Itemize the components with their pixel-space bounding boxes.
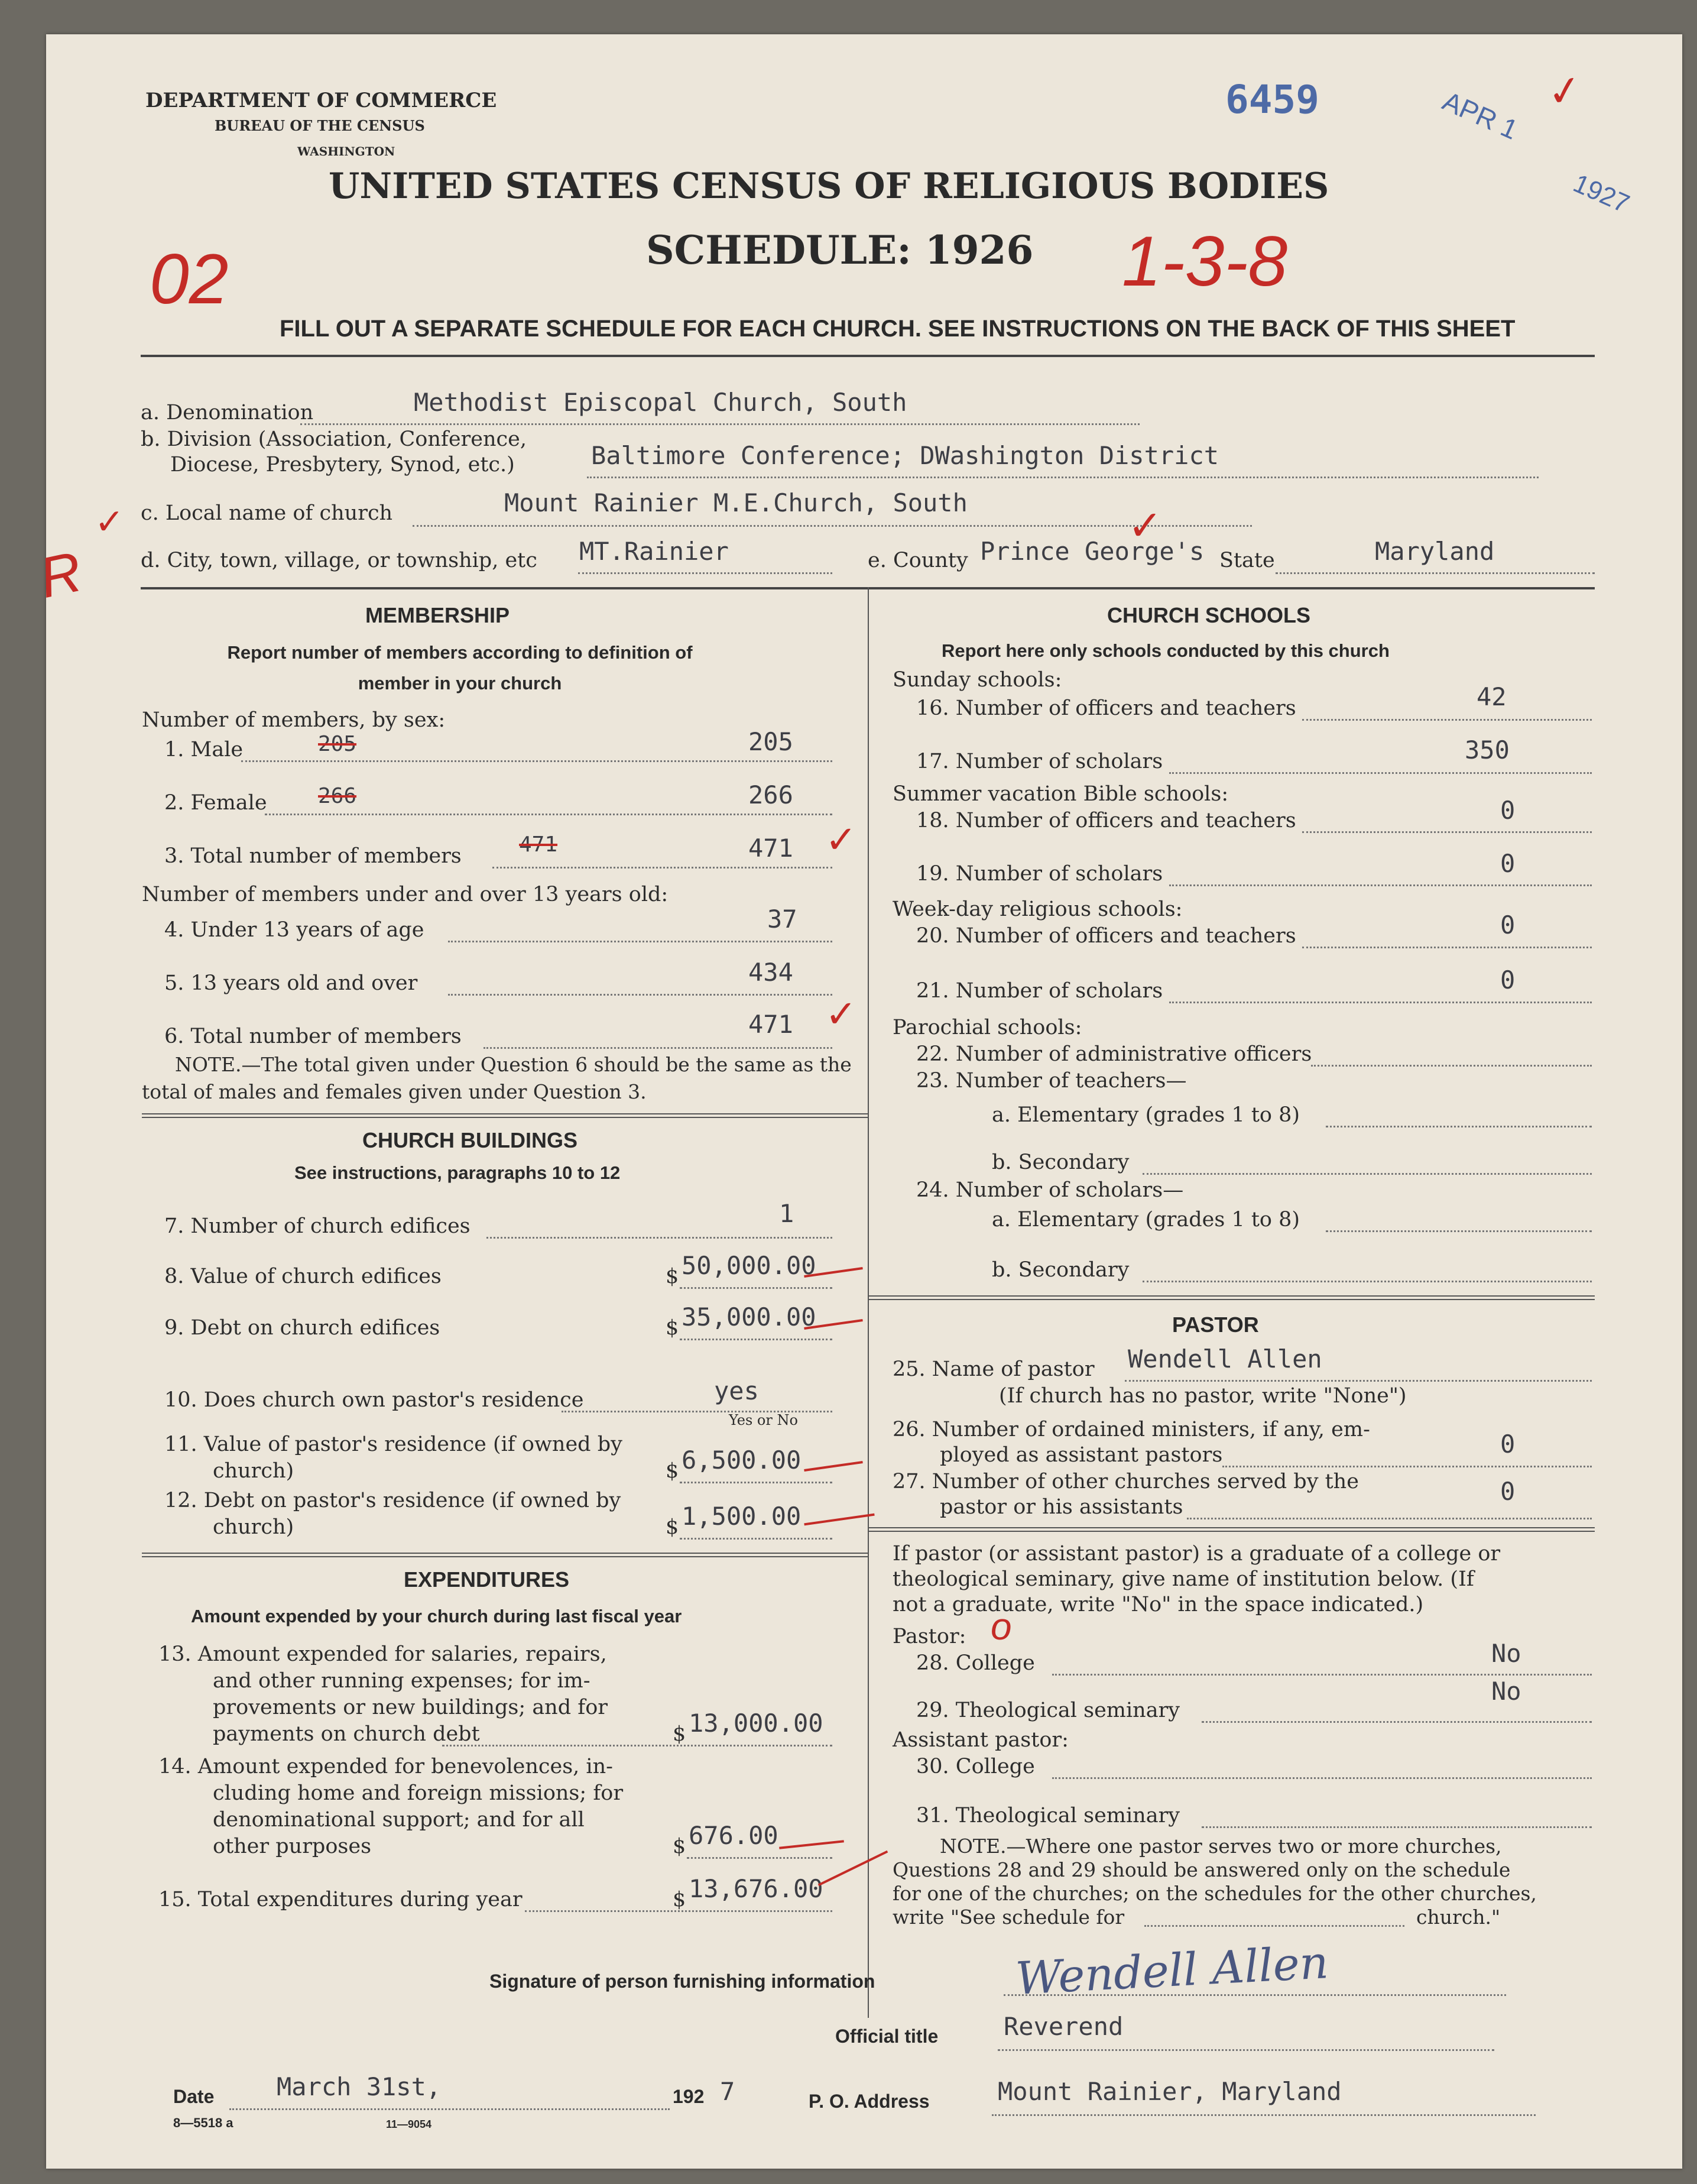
department-name: DEPARTMENT OF COMMERCE xyxy=(145,89,497,112)
church-name-check: ✓ xyxy=(1128,503,1163,549)
q8-dollar-sign: $ xyxy=(666,1265,679,1288)
q3-total-field[interactable]: 471 xyxy=(748,834,793,863)
q4-under13-field[interactable]: 37 xyxy=(767,905,797,934)
q7-edifices-field[interactable]: 1 xyxy=(779,1199,794,1228)
form-title: UNITED STATES CENSUS OF RELIGIOUS BODIES xyxy=(329,166,1329,207)
expenditures-heading: EXPENDITURES xyxy=(404,1567,570,1592)
church-buildings-heading: CHURCH BUILDINGS xyxy=(362,1128,577,1152)
document-number: 6459 xyxy=(1225,77,1319,122)
membership-heading: MEMBERSHIP xyxy=(365,603,510,627)
city-field[interactable]: MT.Rainier xyxy=(579,537,729,566)
q1-crossed-value: 205 xyxy=(318,732,357,756)
print-number: 11—9054 xyxy=(386,2118,432,2130)
q3-label: 3. Total number of members xyxy=(164,844,462,868)
official-title-label: Official title xyxy=(835,2026,939,2047)
q14-label-line4: other purposes xyxy=(213,1835,372,1858)
q27-label-line1: 27. Number of other churches served by the xyxy=(893,1470,1359,1493)
county-field[interactable]: Prince George's xyxy=(980,537,1205,566)
q17-label: 17. Number of scholars xyxy=(916,750,1163,773)
state-label: State xyxy=(1219,549,1275,572)
year-prefix: 192 xyxy=(673,2086,705,2107)
q26-label-line1: 26. Number of ordained ministers, if any, em- xyxy=(893,1418,1370,1441)
weekday-schools-label: Week-day religious schools: xyxy=(893,897,1183,921)
q8-value-field[interactable]: 50,000.00 xyxy=(682,1251,816,1280)
date-field[interactable]: March 31st, xyxy=(277,2072,442,2101)
q19-label: 19. Number of scholars xyxy=(916,862,1163,886)
q1-label: 1. Male xyxy=(164,738,244,762)
expenditures-instructions: Amount expended by your church during last fiscal year xyxy=(191,1606,682,1626)
q20-label: 20. Number of officers and teachers xyxy=(916,924,1296,948)
division-label-line1: b. Division (Association, Conference, xyxy=(141,427,527,451)
q24-label: 24. Number of scholars— xyxy=(916,1178,1184,1202)
q25-label: 25. Name of pastor xyxy=(893,1357,1095,1381)
bureau-name: BUREAU OF THE CENSUS xyxy=(215,117,425,134)
column-divider xyxy=(868,587,869,2018)
q7-label: 7. Number of church edifices xyxy=(164,1214,471,1238)
parochial-schools-label: Parochial schools: xyxy=(893,1016,1082,1039)
handwritten-code: 02 xyxy=(150,239,229,319)
q24a-label: a. Elementary (grades 1 to 8) xyxy=(992,1208,1300,1232)
q9-debt-field[interactable]: 35,000.00 xyxy=(682,1302,816,1331)
po-address-field[interactable]: Mount Rainier, Maryland xyxy=(998,2077,1342,2106)
graduate-instructions-line3: not a graduate, write "No" in the space indicated.) xyxy=(893,1593,1424,1616)
pastor-heading: PASTOR xyxy=(1172,1313,1259,1337)
q23-label: 23. Number of teachers— xyxy=(916,1069,1187,1093)
q17-sunday-scholars-field[interactable]: 350 xyxy=(1465,735,1510,764)
membership-note: NOTE.—The total given under Question 6 should be the same as the total of males and females given under Question 3. xyxy=(142,1053,852,1103)
q25-pastor-name-field[interactable]: Wendell Allen xyxy=(1128,1344,1322,1373)
margin-check: ✓ xyxy=(95,502,125,542)
q15-dollar-sign: $ xyxy=(673,1888,686,1911)
q11-label-line1: 11. Value of pastor's residence (if owned by xyxy=(164,1433,622,1456)
denomination-label: a. Denomination xyxy=(141,401,314,425)
church-buildings-instructions: See instructions, paragraphs 10 to 12 xyxy=(294,1162,621,1183)
q26-assistant-pastors-field[interactable]: 0 xyxy=(1500,1430,1516,1459)
q2-female-field[interactable]: 266 xyxy=(748,780,793,809)
handwritten-reference: 1-3-8 xyxy=(1122,222,1288,301)
q3-crossed-value: 471 xyxy=(519,832,558,857)
check-mark-top: ✓ xyxy=(1544,66,1585,116)
q24b-label: b. Secondary xyxy=(992,1258,1130,1282)
bureau-city: WASHINGTON xyxy=(297,144,395,158)
q30-label: 30. College xyxy=(916,1755,1035,1778)
q21-weekday-scholars-field[interactable]: 0 xyxy=(1500,965,1516,994)
q10-residence-field[interactable]: yes xyxy=(714,1376,759,1405)
received-year-stamp: 1927 xyxy=(1569,169,1634,219)
q18-label: 18. Number of officers and teachers xyxy=(916,809,1296,832)
q15-total-field[interactable]: 13,676.00 xyxy=(689,1874,823,1903)
q16-sunday-teachers-field[interactable]: 42 xyxy=(1477,682,1507,711)
year-field[interactable]: 7 xyxy=(720,2077,735,2106)
graduate-instructions-line2: theological seminary, give name of institution below. (If xyxy=(893,1567,1474,1591)
po-address-label: P. O. Address xyxy=(809,2091,930,2112)
pastor-note-line4-end: church." xyxy=(1416,1906,1501,1929)
q2-label: 2. Female xyxy=(164,791,267,815)
q28-label: 28. College xyxy=(916,1651,1035,1675)
q14-label-line2: cluding home and foreign missions; for xyxy=(213,1781,624,1805)
q2-crossed-value: 266 xyxy=(318,784,357,808)
q10-label: 10. Does church own pastor's residence xyxy=(164,1388,584,1412)
division-label-line2: Diocese, Presbytery, Synod, etc.) xyxy=(170,453,515,477)
q9-label: 9. Debt on church edifices xyxy=(164,1316,440,1340)
membership-instructions: Report number of members according to definition of member in your church xyxy=(227,642,693,694)
age-groups-label: Number of members under and over 13 years old: xyxy=(142,883,669,906)
q5-over13-field[interactable]: 434 xyxy=(748,958,793,987)
q13-label-line1: 13. Amount expended for salaries, repairs, xyxy=(158,1642,607,1666)
church-schools-heading: CHURCH SCHOOLS xyxy=(1107,603,1311,627)
church-schools-instructions: Report here only schools conducted by this church xyxy=(942,640,1390,661)
q14-dollar-sign: $ xyxy=(673,1835,686,1858)
county-label: e. County xyxy=(868,549,968,572)
q20-weekday-teachers-field[interactable]: 0 xyxy=(1500,910,1516,939)
q13-running-expenses-field[interactable]: 13,000.00 xyxy=(689,1709,823,1738)
q16-label: 16. Number of officers and teachers xyxy=(916,696,1296,720)
q12-dollar-sign: $ xyxy=(666,1515,679,1539)
church-name-label: c. Local name of church xyxy=(141,501,393,525)
assistant-education-label: Assistant pastor: xyxy=(893,1728,1069,1752)
division-field[interactable]: Baltimore Conference; DWashington District xyxy=(591,441,1219,470)
q3-check: ✓ xyxy=(825,818,857,861)
pastor-signature[interactable]: Wendell Allen xyxy=(1014,1936,1330,2005)
q11-value-field[interactable]: 6,500.00 xyxy=(682,1446,802,1475)
q6-label: 6. Total number of members xyxy=(164,1025,462,1048)
summer-schools-label: Summer vacation Bible schools: xyxy=(893,782,1229,806)
pastor-education-label: Pastor: xyxy=(893,1625,966,1648)
q1-male-field[interactable]: 205 xyxy=(748,727,793,756)
q28-pastor-college-field[interactable]: No xyxy=(1491,1639,1521,1668)
q25-hint: (If church has no pastor, write "None") xyxy=(999,1384,1407,1408)
q15-label: 15. Total expenditures during year xyxy=(158,1888,523,1911)
graduate-instructions-line1: If pastor (or assistant pastor) is a graduate of a college or xyxy=(893,1542,1501,1566)
q9-dollar-sign: $ xyxy=(666,1316,679,1340)
q31-label: 31. Theological seminary xyxy=(916,1804,1180,1827)
q14-label-line3: denominational support; and for all xyxy=(213,1808,585,1832)
signature-label: Signature of person furnishing information xyxy=(489,1971,875,1992)
pastor-note-line1: NOTE.—Where one pastor serves two or more churches, xyxy=(940,1835,1502,1858)
official-title-field[interactable]: Reverend xyxy=(1004,2012,1124,2041)
q12-debt-field[interactable]: 1,500.00 xyxy=(682,1502,802,1531)
q29-pastor-seminary-field[interactable]: No xyxy=(1491,1677,1521,1706)
q18-summer-teachers-field[interactable]: 0 xyxy=(1500,796,1516,825)
q11-label-line2: church) xyxy=(213,1459,294,1483)
margin-mark-r: R xyxy=(34,539,87,611)
pastor-note-line4: write "See schedule for xyxy=(893,1906,1125,1929)
q8-label: 8. Value of church edifices xyxy=(164,1265,442,1288)
q6-check: ✓ xyxy=(825,993,857,1035)
q22-label: 22. Number of administrative officers xyxy=(916,1042,1312,1066)
form-instruction: FILL OUT A SEPARATE SCHEDULE FOR EACH CHURCH. SEE INSTRUCTIONS ON THE BACK OF THIS SHEET xyxy=(280,316,1516,342)
q6-total-field[interactable]: 471 xyxy=(748,1010,793,1039)
q14-label-line1: 14. Amount expended for benevolences, in- xyxy=(158,1755,613,1778)
q29-label: 29. Theological seminary xyxy=(916,1699,1180,1722)
q13-dollar-sign: $ xyxy=(673,1722,686,1746)
pastor-note-line3: for one of the churches; on the schedules for the other churches, xyxy=(893,1882,1537,1905)
q19-summer-scholars-field[interactable]: 0 xyxy=(1500,849,1516,878)
sunday-schools-label: Sunday schools: xyxy=(893,668,1062,692)
schedule-title: SCHEDULE: 1926 xyxy=(646,227,1034,273)
q26-label-line2: ployed as assistant pastors xyxy=(940,1443,1223,1467)
census-form xyxy=(34,34,1682,2169)
q10-hint: Yes or No xyxy=(729,1412,798,1428)
q5-label: 5. 13 years old and over xyxy=(164,971,418,995)
form-number: 8—5518 a xyxy=(173,2115,233,2130)
q13-label-line2: and other running expenses; for im- xyxy=(213,1669,590,1693)
q27-label-line2: pastor or his assistants xyxy=(940,1495,1183,1519)
date-label: Date xyxy=(173,2086,215,2107)
q12-label-line2: church) xyxy=(213,1515,294,1539)
q14-benevolences-field[interactable]: 676.00 xyxy=(689,1821,778,1850)
city-label: d. City, town, village, or township, etc xyxy=(141,549,537,572)
q21-label: 21. Number of scholars xyxy=(916,979,1163,1003)
q11-dollar-sign: $ xyxy=(666,1459,679,1483)
q13-label-line4: payments on church debt xyxy=(213,1722,480,1746)
church-name-field[interactable]: Mount Rainier M.E.Church, South xyxy=(504,488,968,517)
pastor-note-line2: Questions 28 and 29 should be answered only on the schedule xyxy=(893,1858,1511,1881)
q4-label: 4. Under 13 years of age xyxy=(164,918,424,942)
members-by-sex-label: Number of members, by sex: xyxy=(142,708,446,732)
q12-label-line1: 12. Debt on pastor's residence (if owned by xyxy=(164,1489,621,1512)
q23b-label: b. Secondary xyxy=(992,1151,1130,1174)
pastor-red-mark: o xyxy=(991,1605,1012,1648)
q23a-label: a. Elementary (grades 1 to 8) xyxy=(992,1103,1300,1127)
state-field[interactable]: Maryland xyxy=(1375,537,1495,566)
denomination-field[interactable]: Methodist Episcopal Church, South xyxy=(414,388,907,417)
received-date-stamp: APR 1 xyxy=(1438,85,1523,145)
q13-label-line3: provements or new buildings; and for xyxy=(213,1696,608,1719)
q27-other-churches-field[interactable]: 0 xyxy=(1500,1477,1516,1506)
